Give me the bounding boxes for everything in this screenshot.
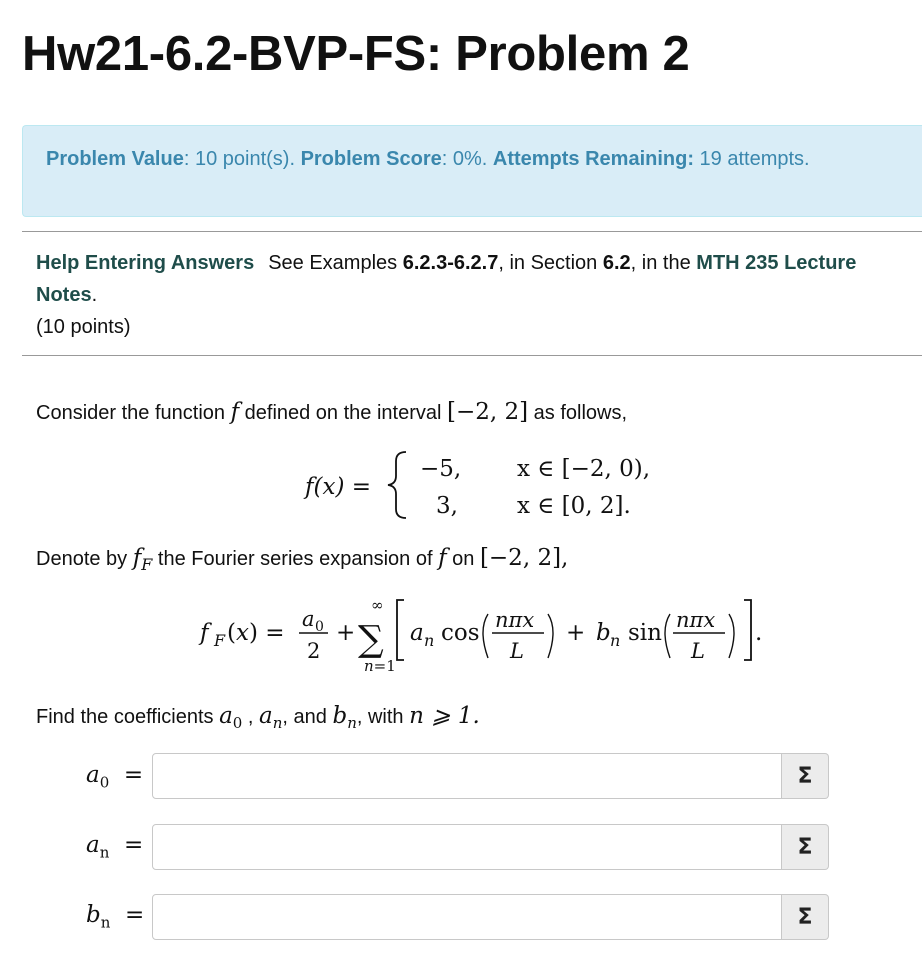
- denote-text-3: on: [446, 548, 480, 570]
- equation-editor-button-a0[interactable]: Σ: [782, 753, 829, 799]
- help-in-section-text: , in Section: [498, 252, 603, 274]
- answer-input-bn[interactable]: [152, 894, 782, 940]
- piece2-value: 3,: [436, 493, 458, 519]
- svg-text:nπx: nπx: [676, 608, 716, 632]
- lecture-notes-link[interactable]: MTH 235 Lecture Notes: [36, 252, 857, 306]
- piece2-condition: x ∈ [0, 2].: [517, 493, 631, 519]
- svg-text:f: f: [200, 620, 209, 646]
- intro-text-2: defined on the interval: [239, 402, 447, 424]
- problem-value-text: : 10 point(s).: [183, 148, 301, 170]
- denote-interval: [−2, 2],: [479, 545, 569, 571]
- find-text-3: , with: [356, 706, 410, 728]
- svg-text:L: L: [510, 639, 524, 663]
- svg-text:(x) =: (x) =: [227, 620, 285, 646]
- equation-editor-button-bn[interactable]: Σ: [782, 894, 829, 940]
- intro-var-f: f: [230, 399, 240, 425]
- answer-input-a0[interactable]: [152, 753, 782, 799]
- svg-text:∞: ∞: [371, 596, 384, 614]
- svg-text:b: b: [596, 620, 611, 646]
- denote-text-2: the Fourier series expansion of: [152, 548, 439, 570]
- help-examples: 6.2.3-6.2.7: [402, 252, 499, 274]
- svg-text:a: a: [302, 607, 315, 631]
- problem-score-label: Problem Score: [300, 148, 442, 170]
- intro-interval: [−2, 2]: [447, 399, 529, 425]
- intro-text-3: as follows,: [528, 402, 628, 424]
- equation-editor-button-an[interactable]: Σ: [782, 824, 829, 870]
- problem-find: Find the coefficients $a_0$ , $a_n$, and $b_n$, with n ⩾ 1.: [36, 703, 480, 732]
- svg-text:sin: sin: [628, 620, 662, 646]
- answer-label-bn: $b_n$ =: [86, 902, 145, 932]
- svg-text:.: .: [755, 620, 763, 646]
- intro-text-1: Consider the function: [36, 402, 231, 424]
- problem-score-text: : 0%.: [441, 148, 493, 170]
- find-text-2: , and: [282, 706, 333, 728]
- svg-text:L: L: [691, 639, 705, 663]
- find-condition: n ⩾ 1.: [409, 703, 480, 729]
- svg-text:0: 0: [315, 619, 324, 635]
- answer-label-a0: $a_0$ =: [86, 762, 144, 792]
- problem-value-label: Problem Value: [46, 148, 184, 170]
- piece1-value: −5,: [420, 456, 462, 482]
- attempts-remaining-text: 19 attempts.: [694, 148, 810, 170]
- svg-text:+: +: [566, 620, 586, 646]
- problem-points: (10 points): [36, 316, 131, 338]
- piece-lhs: f(x) =: [305, 474, 372, 500]
- piece1-condition: x ∈ [−2, 0),: [517, 456, 651, 482]
- denote-sub-F: F: [141, 555, 153, 574]
- svg-text:∑: ∑: [358, 619, 384, 660]
- answer-input-an[interactable]: [152, 824, 782, 870]
- help-in-the-text: , in the: [630, 252, 697, 274]
- svg-text:+: +: [336, 620, 356, 646]
- svg-text:n: n: [610, 631, 621, 650]
- svg-text:cos: cos: [441, 620, 480, 646]
- attempts-remaining-label: Attempts Remaining:: [492, 148, 694, 170]
- page-title: Hw21-6.2-BVP-FS: Problem 2: [22, 27, 690, 81]
- help-period: .: [91, 284, 98, 306]
- help-section-number: 6.2: [602, 252, 631, 274]
- svg-text:nπx: nπx: [495, 608, 535, 632]
- denote-var-f: f: [132, 545, 142, 571]
- denote-var-f2: f: [438, 545, 447, 571]
- denote-text-1: Denote by: [36, 548, 133, 570]
- help-entering-answers-link[interactable]: Help Entering Answers: [36, 252, 255, 274]
- svg-text:n: n: [424, 631, 435, 650]
- find-text-1: Find the coefficients: [36, 706, 220, 728]
- help-see-text: See Examples: [268, 252, 403, 274]
- svg-text:a: a: [410, 620, 424, 646]
- svg-text:n=1: n=1: [364, 657, 396, 675]
- svg-text:2: 2: [307, 639, 321, 663]
- svg-text:F: F: [214, 631, 226, 650]
- answer-label-an: $a_n$ =: [86, 832, 144, 862]
